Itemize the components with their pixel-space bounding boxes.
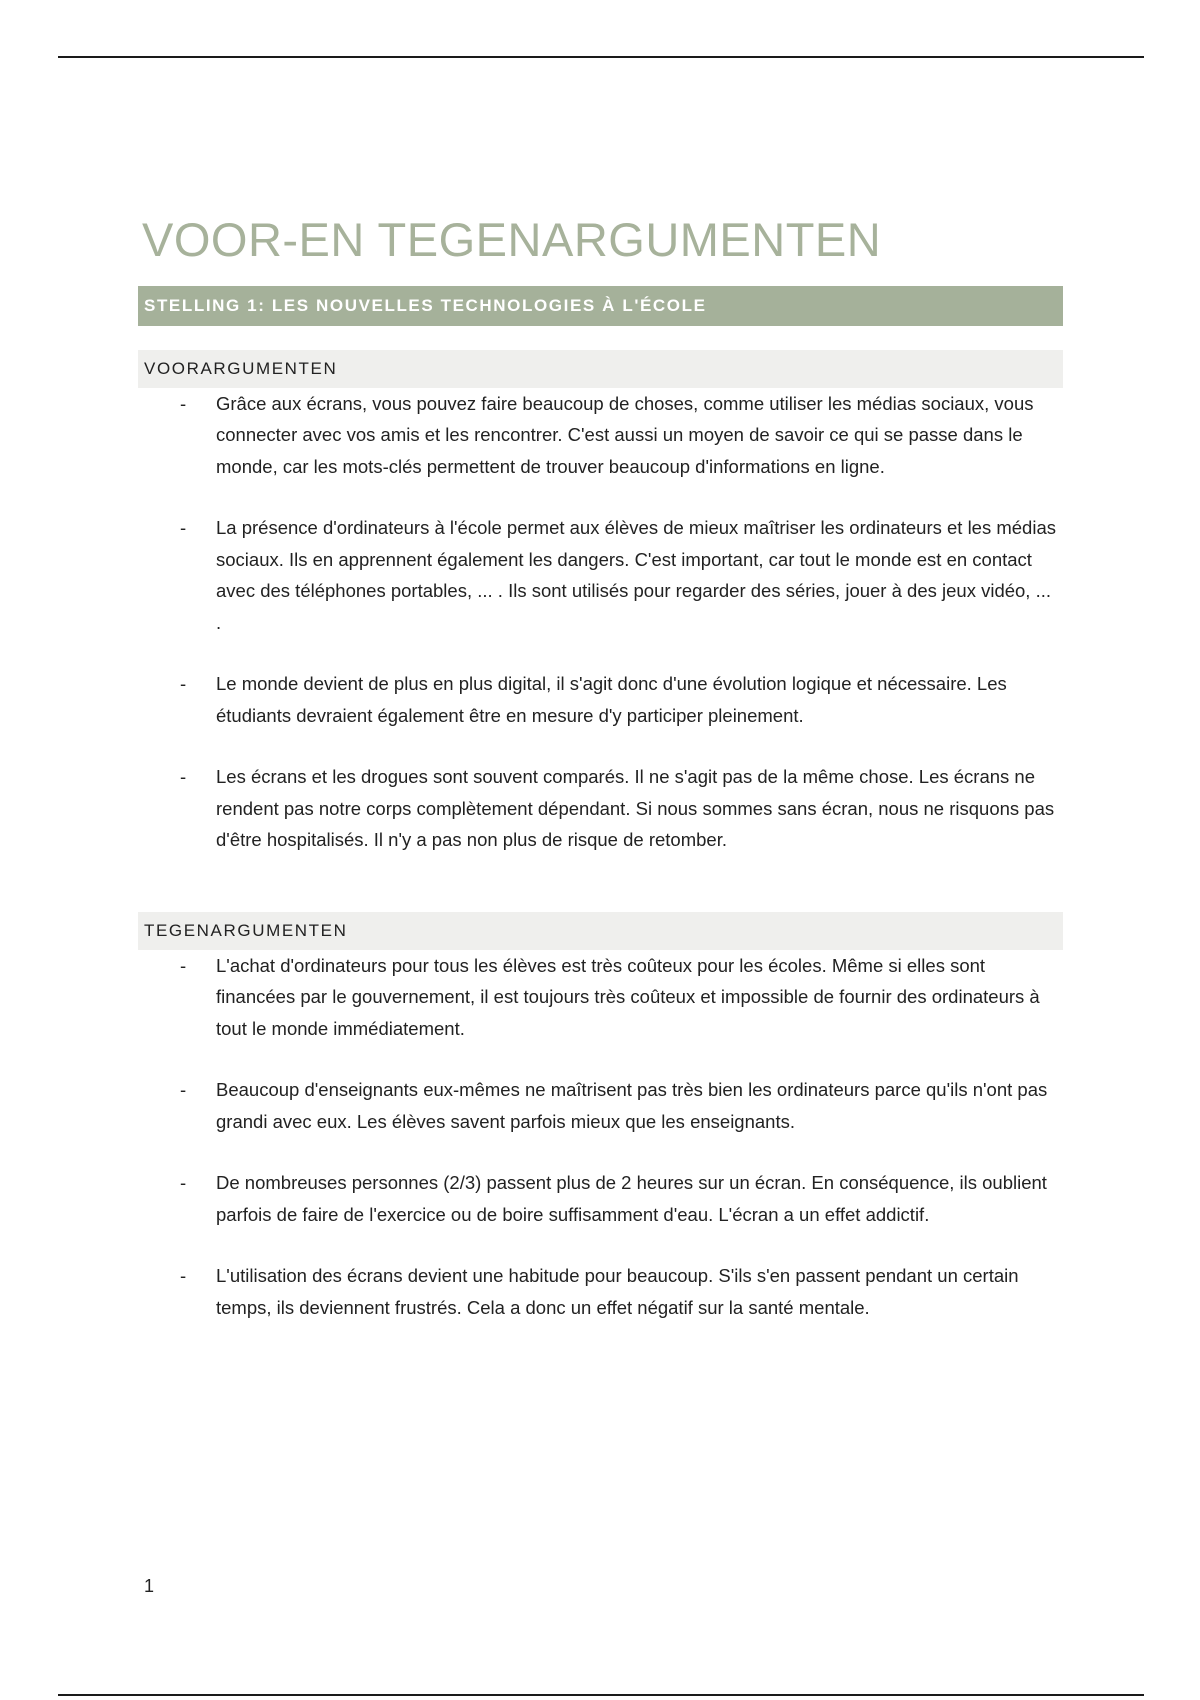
argument-text: L'achat d'ordinateurs pour tous les élèves est très coûteux pour les écoles. Même si elles sont financées par le gouvernement, il est toujours très coûteux et impossible de fournir des ordinateurs à tout le monde immédiatement.	[216, 954, 1040, 1039]
list-item	[138, 512, 1063, 638]
list-item	[138, 1074, 1063, 1137]
tegenargumenten-heading: TEGENARGUMENTEN	[138, 912, 1063, 950]
tegenargumenten-list	[138, 950, 1063, 1324]
bullet-dash: -	[180, 392, 187, 414]
argument-text: Le monde devient de plus en plus digital, il s'agit donc d'une évolution logique et nécessaire. Les étudiants devraient également être en mesure d'y participer pleinement.	[216, 673, 1007, 726]
document-body	[138, 214, 1063, 1323]
bullet-dash: -	[180, 1172, 187, 1194]
argument-text: L'utilisation des écrans devient une habitude pour beaucoup. S'ils s'en passent pendant un certain temps, ils deviennent frustrés. Cela a donc un effet négatif sur la santé mentale.	[216, 1265, 1019, 1318]
voorargumenten-heading: VOORARGUMENTEN	[138, 350, 1063, 388]
argument-text: Les écrans et les drogues sont souvent comparés. Il ne s'agit pas de la même chose. Les écrans ne rendent pas notre corps complètement dépendant. Si nous sommes sans écran, nous ne risquons pas d'être hospitalisés. Il n'y a pas non plus de risque de retomber.	[216, 766, 1055, 851]
document-title: VOOR-EN TEGENARGUMENTEN	[142, 213, 882, 266]
bullet-dash: -	[180, 766, 187, 788]
header-rule	[58, 56, 1144, 58]
list-item	[138, 761, 1063, 856]
argument-text: La présence d'ordinateurs à l'école permet aux élèves de mieux maîtriser les ordinateurs et les médias sociaux. Ils en apprennent également les dangers. C'est important, car tout le monde est en contact avec des téléphones portables, ... . Ils sont utilisés pour regarder des séries, jouer à des jeux vidéo, ... .	[216, 517, 1056, 633]
bullet-dash: -	[180, 954, 187, 976]
list-item	[138, 1260, 1063, 1323]
list-item	[138, 388, 1063, 483]
list-item	[138, 668, 1063, 731]
argument-text: Grâce aux écrans, vous pouvez faire beaucoup de choses, comme utiliser les médias sociaux, vous connecter avec vos amis et les rencontrer. C'est aussi un moyen de savoir ce qui se passe dans le monde, car les mots-clés permettent de trouver beaucoup d'informations en ligne.	[216, 392, 1034, 477]
bullet-dash: -	[180, 517, 187, 539]
list-item	[138, 950, 1063, 1045]
bullet-dash: -	[180, 1265, 187, 1287]
voorargumenten-list	[138, 388, 1063, 856]
page-number: 1	[144, 1576, 155, 1596]
bullet-dash: -	[180, 1079, 187, 1101]
argument-text: De nombreuses personnes (2/3) passent plus de 2 heures sur un écran. En conséquence, ils oublient parfois de faire de l'exercice ou de boire suffisamment d'eau. L'écran a un effet addictif.	[216, 1172, 1047, 1225]
bullet-dash: -	[180, 673, 187, 695]
list-item	[138, 1167, 1063, 1230]
argument-text: Beaucoup d'enseignants eux-mêmes ne maîtrisent pas très bien les ordinateurs parce qu'ils n'ont pas grandi avec eux. Les élèves savent parfois mieux que les enseignants.	[216, 1079, 1048, 1132]
footer-rule	[58, 1694, 1144, 1696]
stelling-heading: STELLING 1: LES NOUVELLES TECHNOLOGIES À L'ÉCOLE	[138, 286, 1063, 326]
